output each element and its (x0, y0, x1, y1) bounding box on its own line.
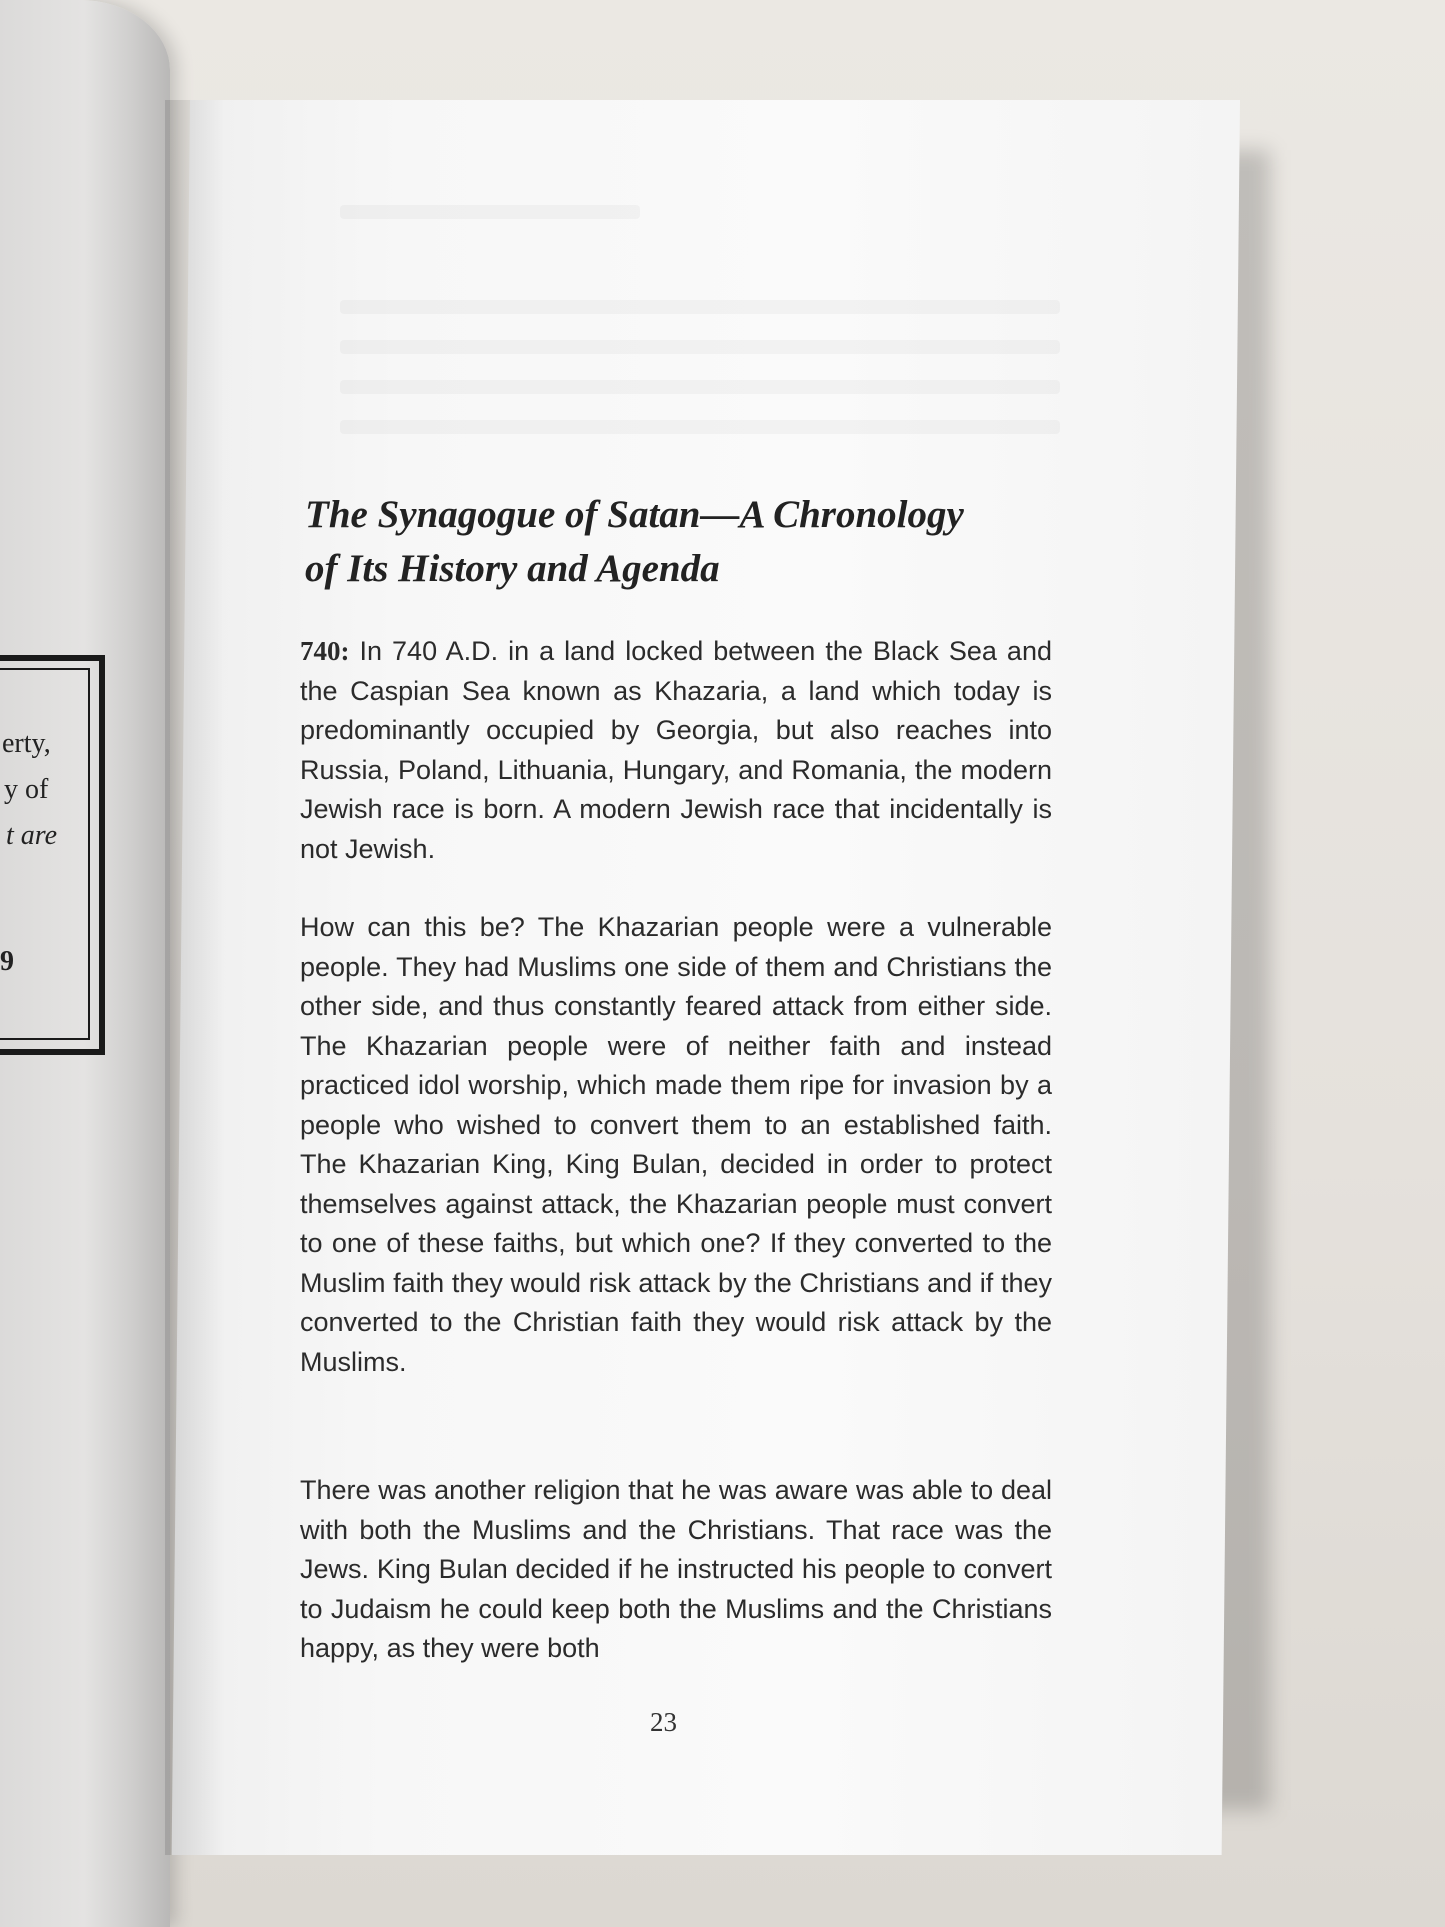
paragraph-another-religion: There was another religion that he was aware was able to deal with both the Muslims and the Christians. That race was the Jews. King Bulan decided if he instructed his people to convert to Judaism he could keep both the Muslims and the Christians happy, as they were both (300, 1475, 1052, 1663)
year-label: 740: (300, 636, 350, 666)
bleed-through-line (340, 380, 1060, 394)
chapter-title-line-1: The Synagogue of Satan—A Chronology (305, 493, 964, 536)
page-gutter-shadow (165, 100, 225, 1855)
page-number: 23 (650, 1707, 677, 1737)
paragraph-740-text: In 740 A.D. in a land locked between the Black Sea and the Caspian Sea known as Khazaria, a land which today is predominantly occupied by Georgia, but also reaches into Russia, Poland, Lithuania, Hungary, and Romania, the modern Jewish race is born. A modern Jewish race that incidentally is not Jewish. (300, 636, 1052, 864)
left-page-inner-frame (0, 668, 90, 1040)
left-page-fragment: t are (6, 820, 58, 851)
left-page-fragment: 9 (0, 946, 14, 977)
chapter-title (305, 488, 1085, 596)
chapter-title-line-2: of Its History and Agenda (305, 547, 720, 590)
left-page-fragment: y of (4, 774, 49, 805)
bleed-through-line (340, 340, 1060, 354)
bleed-through-line (340, 300, 1060, 314)
left-page-fragment: erty, (2, 728, 51, 759)
paragraph-how-can-this-be: How can this be? The Khazarian people were a vulnerable people. They had Muslims one side of them and Christians the other side, and thus constantly feared attack from either side. The Khazarian people were of neither faith and instead practiced idol worship, which made them ripe for invasion by a people who wished to convert them to an established faith. The Khazarian King, King Bulan, decided in order to protect themselves against attack, the Khazarian people must convert to one of these faiths, but which one? If they converted to the Muslim faith they would risk attack by the Christians and if they converted to the Christian faith they would risk attack by the Muslims. (300, 912, 1052, 1377)
paragraph-740 (300, 632, 1052, 869)
bleed-through-line (340, 420, 1060, 434)
bleed-through-line (340, 205, 640, 219)
